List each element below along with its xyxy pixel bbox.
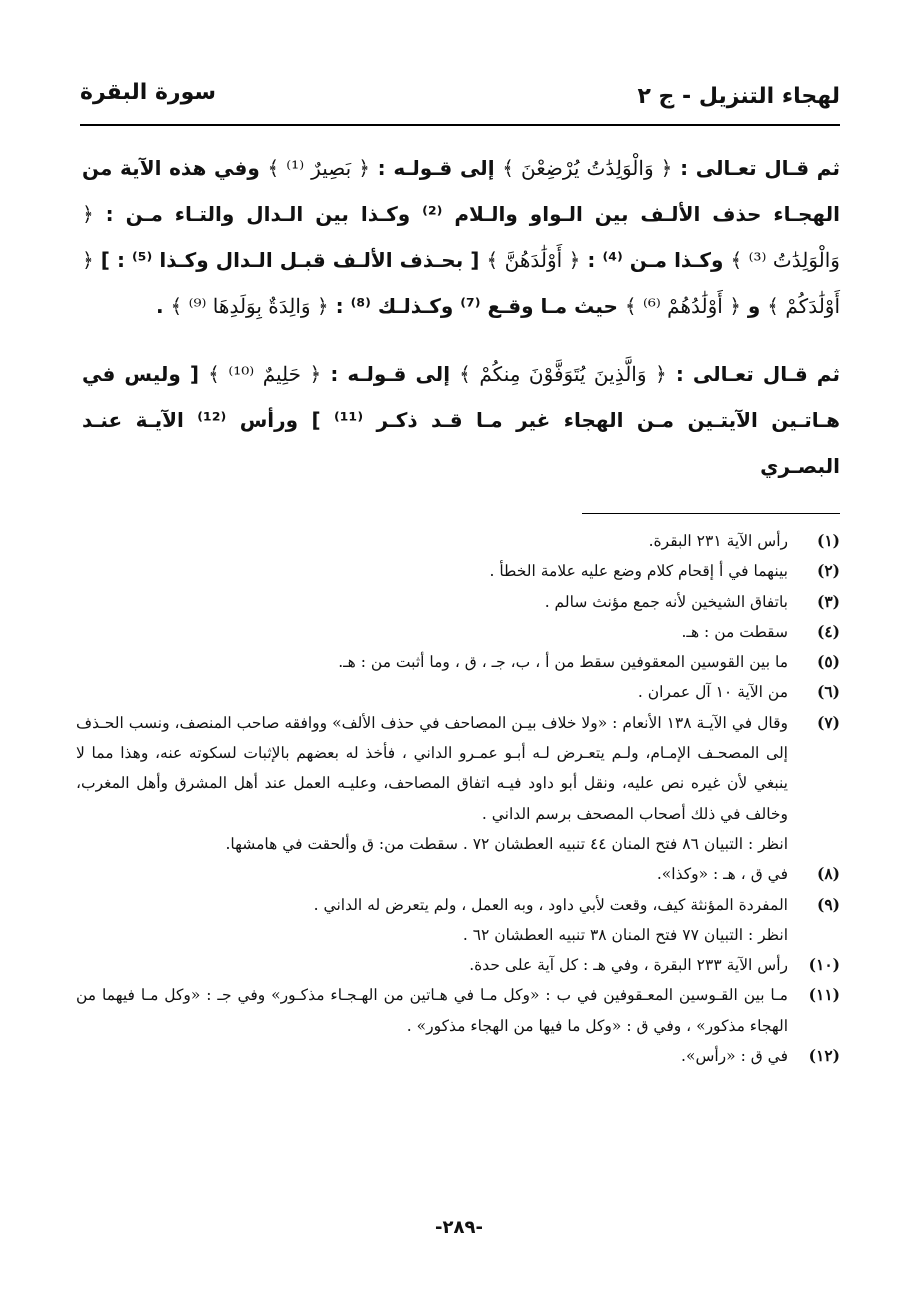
footnote-separator [582, 513, 840, 514]
footnote [76, 1041, 840, 1071]
footnote-number: (٩) [816, 894, 840, 914]
text-run: [ وليس في هـاتـين الآيتـين مـن الهجاء غير مـا قـد ذكـر ⁽¹¹⁾ ] ورأس ⁽¹²⁾ الآيـة عنـد البصـري [82, 362, 841, 478]
footnote [76, 617, 840, 647]
footnote-number: (٥) [816, 652, 840, 672]
footnote-number: (١٠) [808, 955, 840, 975]
text-run: ثم قـال تعـالى : [666, 362, 840, 386]
footnote-number: (٨) [816, 864, 840, 884]
text-run: حيث مـا وقـع ⁽⁷⁾ وكـذلـك ⁽⁸⁾ : [328, 294, 625, 318]
page-number: -٢٨٩- [435, 1217, 483, 1238]
text-run: وفي هذه الآية من الهجـاء حذف الألـف بين الـواو والـلام ⁽²⁾ وكـذا بين الـدال والتـاء مـن : [82, 156, 840, 226]
quran-quote: ﴿ أَوْلَٰدَهُنَّ ﴾ [486, 248, 581, 272]
footnote [76, 859, 840, 889]
quran-quote: ﴿ وَالْوَلِدَٰتُ يُرْضِعْنَ ﴾ [502, 156, 673, 180]
footnote [76, 890, 840, 920]
footnote-text: سقطت من : هـ. [681, 622, 788, 641]
text-run: و [740, 294, 768, 318]
footnote-text: رأس الآية ٢٣١ البقرة. [648, 532, 788, 550]
footnote-continuation: انظر : التبيان ٨٦ فتح المنان ٤٤ تنبيه العطشان ٧٢ . سقطت من: ق وألحقت في هامشها. [225, 834, 788, 853]
quran-quote: ﴿ بَصِيرٌ ⁽¹⁾ ﴾ [267, 156, 370, 180]
surah-title: سورة البقرة [80, 80, 217, 105]
footnote-number: (٣) [816, 591, 840, 611]
footnote-number: (١) [816, 531, 840, 550]
footnote-text: من الآية ١٠ آل عمران . [637, 683, 788, 702]
footnote-text: مـا بين القـوسين المعـقوفين في ب : «وكل مـا في هـاتين من الهـجـاء مذكـور» وفي جـ : «وكل مـا فيهما من الهجاء مذكور» ، وفي ق : «وكل ما فيها من الهجاء مذكور» . [76, 986, 788, 1035]
footnote-number: (١٢) [808, 1046, 840, 1066]
footnote-number: (١١) [808, 985, 840, 1005]
footnote [76, 647, 840, 677]
text-run: . [155, 294, 171, 318]
footnote-text: في ق ، هـ : «وكذا». [656, 865, 788, 884]
footnote-text: المفردة المؤنثة كيف، وقعت لأبي داود ، وبه العمل ، ولم يتعرض له الداني . [313, 895, 788, 914]
quran-quote: ﴿ وَالِدَةٌ بِوَلَدِهَا ⁽⁹⁾ ﴾ [170, 294, 329, 318]
footnote-number: (٦) [816, 682, 840, 702]
quran-quote: ﴿ حَلِيمٌ ⁽¹⁰⁾ ﴾ [208, 362, 322, 386]
text-run: إلى قـولـه : [321, 362, 460, 386]
footnote-continuation: انظر : التبيان ٧٧ فتح المنان ٣٨ تنبيه العطشان ٦٢ . [462, 925, 788, 944]
text-run: [ بحـذف الألـف قبـل الـدال وكـذا ⁽⁵⁾ : ] [93, 248, 487, 272]
footnote-text: وقال في الآيـة ١٣٨ الأنعام : «ولا خلاف بيـن المصاحف في حذف الألف» ووافقه صاحب المنصف، ونسب الحـذف إلى المصحـف الإمـام، ولـم يتعـرض لـه أبـو عمـرو الداني ، فأخذ له بعضهم بالإثبات لسكوته عنه، وهذا مما لا ينبغي لأن غيره نص عليه، ونقل أبو داود فيـه اتفاق المصاحف، وعليـه العمل عند أهل المشرق وأهل المغرب، وخالف في ذلك أصحاب المصحف برسم الداني . [76, 713, 788, 823]
footnotes [76, 526, 840, 1071]
footnote [76, 587, 840, 617]
footnote-number: (٧) [816, 712, 840, 732]
footnote-text: ما بين القوسين المعقوفين سقط من أ ، ب، جـ ، ق ، وما أثبت من : هـ. [338, 653, 788, 672]
quran-quote: ﴿ وَالْوَلِدَٰتُ ⁽³⁾ ﴾ [82, 202, 840, 272]
running-header [80, 74, 840, 126]
quran-quote: ﴿ أَوْلَٰدَكُمْ ﴾ [82, 248, 840, 318]
footnote-text: رأس الآية ٢٣٣ البقرة ، وفي هـ : كل آية على حدة. [469, 956, 788, 975]
footnote [76, 556, 840, 586]
footnote-text: في ق : «رأس». [681, 1047, 788, 1066]
text-run: إلى قـولـه : [369, 156, 503, 180]
quran-quote: ﴿ وَالَّذِينَ يُتَوَفَّوْنَ مِنكُمْ ﴾ [459, 362, 667, 386]
footnote [76, 980, 840, 1041]
text-run: وكـذا مـن ⁽⁴⁾ : [580, 248, 731, 272]
main-text [82, 145, 840, 489]
footnote [76, 708, 840, 829]
footnote-text: باتفاق الشيخين لأنه جمع مؤنث سالم . [544, 592, 788, 611]
footnote [76, 950, 840, 980]
quran-quote: ﴿ أَوْلَٰدُهُمْ ⁽⁶⁾ ﴾ [624, 294, 741, 318]
footnote-number: (٤) [816, 621, 840, 641]
text-run: ثم قـال تعـالى : [672, 156, 840, 180]
footnote [76, 677, 840, 707]
footnote-text: بينهما في أ إقحام كلام وضع عليه علامة الخطأ . [489, 562, 788, 581]
book-title: لهجاء التنزيل - ج ٢ [637, 84, 840, 109]
footnote-number: (٢) [816, 561, 840, 581]
footnote [76, 526, 840, 556]
paragraph-1 [82, 145, 840, 329]
paragraph-2 [82, 351, 840, 489]
